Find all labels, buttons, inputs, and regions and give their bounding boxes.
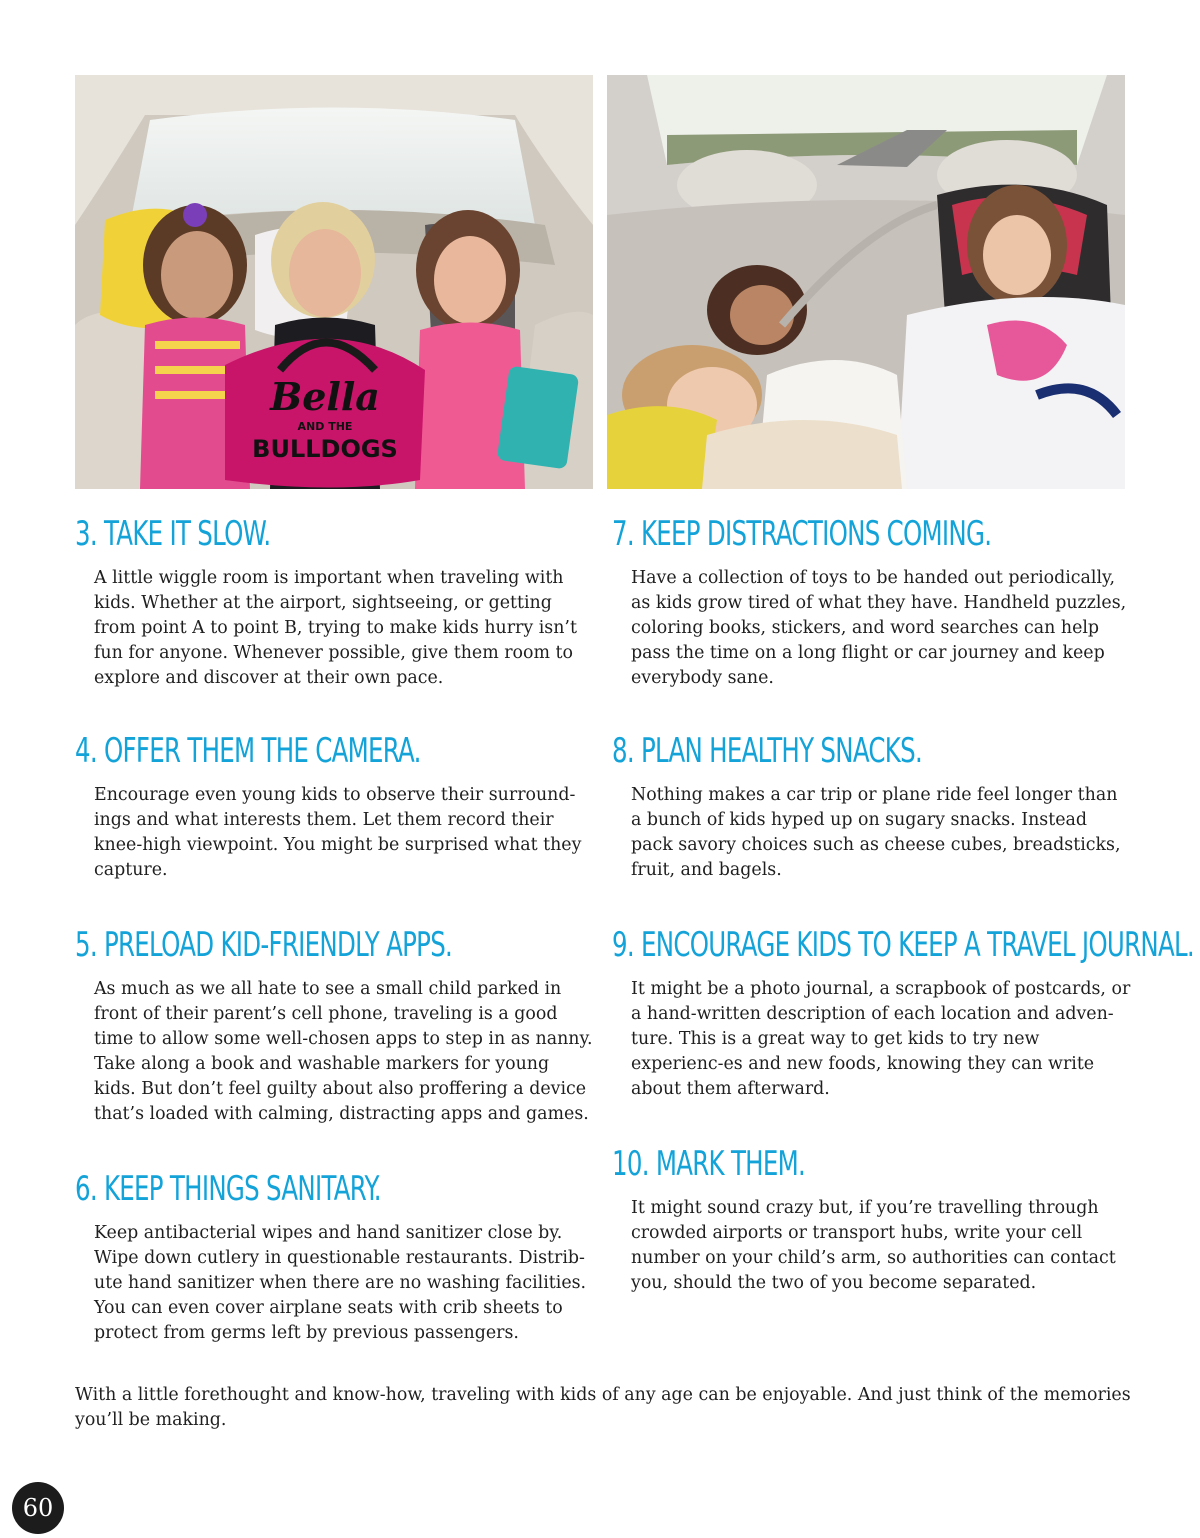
tip-10-section — [612, 1144, 1132, 1296]
svg-text:AND THE: AND THE — [297, 420, 353, 433]
page-number-badge: 60 — [12, 1482, 64, 1534]
tip-7-heading: 7. KEEP DISTRACTIONS COMING. — [612, 514, 992, 554]
tip-10-body: It might sound crazy but, if you’re travelling through crowded airports or transport hubs, write your cell number on your child’s arm, so authorities can contact you, should the two of you become separated. — [631, 1198, 1116, 1293]
tip-4-heading: 4. OFFER THEM THE CAMERA. — [75, 731, 421, 771]
tip-3-heading: 3. TAKE IT SLOW. — [75, 514, 271, 554]
tip-5-heading: 5. PRELOAD KID-FRIENDLY APPS. — [75, 925, 453, 965]
sleeping-children-photo — [607, 75, 1125, 489]
tip-4-section — [75, 731, 595, 883]
children-car-seat-photo — [75, 75, 593, 489]
tip-3-section — [75, 514, 595, 691]
tip-9-heading: 9. ENCOURAGE KIDS TO KEEP A TRAVEL JOURNAL. — [612, 925, 1194, 965]
tip-8-heading: 8. PLAN HEALTHY SNACKS. — [612, 731, 923, 771]
tip-6-section — [75, 1169, 595, 1346]
tip-8-body: Nothing makes a car trip or plane ride feel longer than a bunch of kids hyped up on sugary snacks. Instead pack savory choices such as cheese cubes, breadsticks, fruit, and bagels. — [631, 785, 1121, 880]
tip-5-body: As much as we all hate to see a small child parked in front of their parent’s cell phone, traveling is a good time to allow some well-chosen apps to step in as nanny. Take along a book and washable markers for young kids. But don’t feel guilty about also proffering a device that’s loaded with calming, distracting apps and games. — [94, 979, 593, 1124]
closing-paragraph: With a little forethought and know-how, traveling with kids of any age can be enjoyable. And just think of the memories you’ll be making. — [75, 1385, 1131, 1430]
tip-9-body: It might be a photo journal, a scrapbook of postcards, or a hand-written description of each location and adven-ture. This is a great way to get kids to try new experienc-es and new foods, knowing they can write about them afterward. — [631, 979, 1131, 1099]
tip-6-heading: 6. KEEP THINGS SANITARY. — [75, 1169, 381, 1209]
tip-7-body: Have a collection of toys to be handed out periodically, as kids grow tired of what they have. Handheld puzzles, coloring books, stickers, and word searches can help pass the time on a long flight or car journey and keep everybody sane. — [631, 568, 1127, 688]
tip-4-body: Encourage even young kids to observe their surround-ings and what interests them. Let them record their knee-high viewpoint. You might be surprised what they capture. — [94, 785, 582, 880]
svg-text:BULLDOGS: BULLDOGS — [252, 435, 398, 463]
tip-3-body: A little wiggle room is important when traveling with kids. Whether at the airport, sightseeing, or getting from point A to point B, trying to make kids hurry isn’t fun for anyone. Whenever possible, give them room to explore and discover at their own pace. — [94, 568, 577, 688]
tip-9-section — [612, 925, 1194, 1102]
tip-10-heading: 10. MARK THEM. — [612, 1144, 806, 1184]
svg-text:Bella: Bella — [270, 374, 380, 419]
tip-5-section — [75, 925, 595, 1127]
tip-6-body: Keep antibacterial wipes and hand sanitizer close by. Wipe down cutlery in questionable restaurants. Distrib-ute hand sanitizer when there are no washing facilities. You can even cover airplane seats with crib sheets to protect from germs left by previous passengers. — [94, 1223, 587, 1343]
tip-8-section — [612, 731, 1132, 883]
tip-7-section — [612, 514, 1132, 691]
